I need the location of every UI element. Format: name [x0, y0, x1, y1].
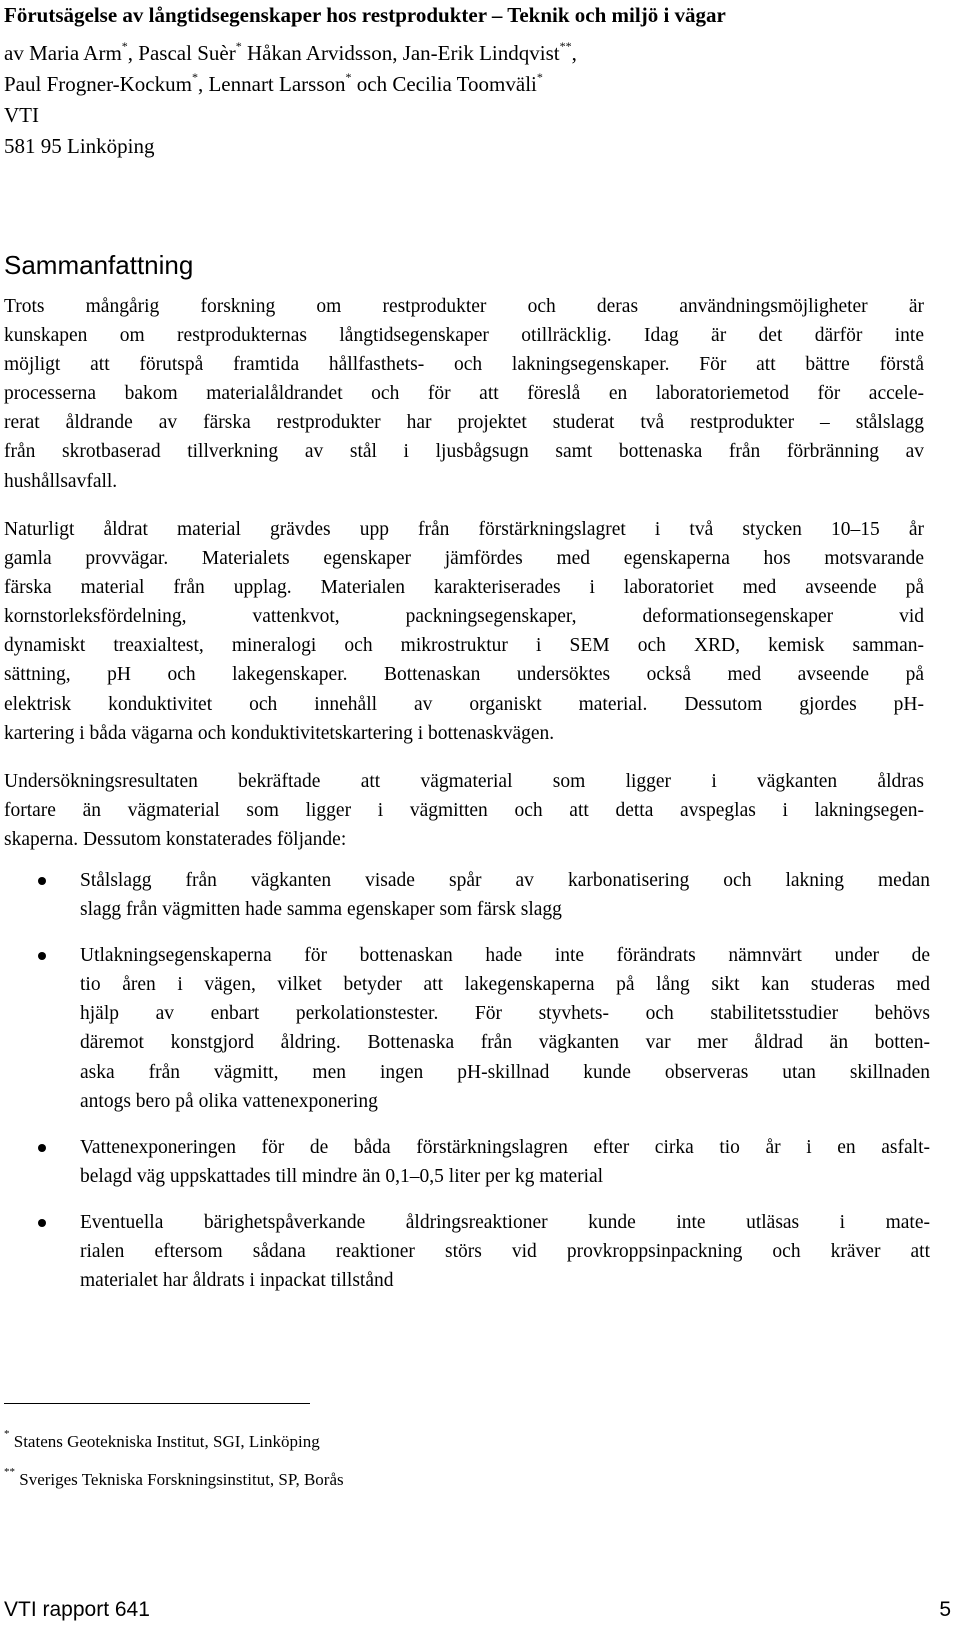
bullet-line: hjälp av enbart perkolationstester. För styvhets- och stabilitetsstudier behövs [80, 1003, 930, 1025]
paragraph-line: från skrotbaserad tillverkning av stål i ljusbågsugn samt bottenaska från förbränning av [4, 441, 924, 463]
paragraph-line: Trots mångårig forskning om restprodukter och deras användningsmöjligheter är [4, 296, 924, 317]
bullet-item [0, 1208, 930, 1295]
bullet-line: Vattenexponeringen för de båda förstärkningslagren efter cirka tio år i en asfalt- [80, 1136, 930, 1158]
affiliation-mark: * [536, 70, 543, 84]
organization: VTI [4, 103, 39, 127]
bullet-line: slagg från vägmitten hade samma egenskaper som färsk slagg [80, 899, 562, 921]
affiliation-mark: * [191, 70, 198, 84]
paragraph-line: Naturligt åldrat material grävdes upp från förstärkningslagret i två stycken 10–15 år [4, 519, 924, 540]
footnote-divider [4, 1403, 310, 1404]
bullet-dot-icon [38, 1219, 46, 1227]
paragraph-1 [4, 292, 924, 496]
author-block [4, 38, 577, 162]
bullet-item [0, 1133, 930, 1191]
bullet-line: rialen eftersom sådana reaktioner störs vid provkroppsinpackning och kräver att [80, 1241, 930, 1263]
paragraph-line: sättning, pH och lakegenskaper. Bottenaskan undersöktes också med avseende på [4, 664, 924, 686]
paragraph-line: kunskapen om restprodukternas långtidsegenskaper otillräcklig. Idag är det därför inte [4, 325, 924, 347]
paragraph-line: kornstorleksfördelning, vattenkvot, packningsegenskaper, deformationsegenskaper vid [4, 606, 924, 628]
bullet-line: Stålslagg från vägkanten visade spår av karbonatisering och lakning medan [80, 870, 930, 891]
paragraph-line: rerat åldrande av färska restprodukter har projektet studerat två restprodukter – stålslagg [4, 412, 924, 434]
report-name: VTI rapport 641 [4, 1598, 150, 1621]
footnote-mark: ** [4, 1466, 15, 1479]
bullet-line: tio åren i vägen, vilket betyder att lakegenskaperna på lång sikt kan studeras med [80, 974, 930, 996]
bullet-line: belagd väg uppskattades till mindre än 0,1–0,5 liter per kg material [80, 1165, 604, 1187]
bullet-line: antogs bero på olika vattenexponering [80, 1090, 378, 1112]
bullet-item [0, 866, 930, 924]
bullet-line: aska från vägmitt, men ingen pH-skillnad kunde observeras utan skillnaden [80, 1061, 930, 1083]
affiliation-mark: ** [559, 39, 572, 53]
footnote-mark: * [4, 1428, 10, 1441]
bullet-dot-icon [38, 952, 46, 960]
paragraph-line: dynamiskt treaxialtest, mineralogi och mikrostruktur i SEM och XRD, kemisk samman- [4, 635, 924, 657]
paragraph-line: elektrisk konduktivitet och innehåll av organiskt material. Dessutom gjordes pH- [4, 693, 924, 715]
footnote-text: Sveriges Tekniska Forskningsinstitut, SP, Borås [15, 1470, 344, 1489]
page-number: 5 [939, 1598, 951, 1621]
bullet-line: Eventuella bärighetspåverkande åldringsreaktioner kunde inte utläsas i mate- [80, 1211, 930, 1233]
author-name: Paul Frogner-Kockum [4, 72, 192, 96]
paragraph-line: möjligt att förutspå framtida hållfasthets- och lakningsegenskaper. För att bättre förstå [4, 354, 924, 376]
address: 581 95 Linköping [4, 134, 155, 158]
author-name: och Cecilia Toomväli [351, 72, 537, 96]
bullet-item [0, 941, 930, 1116]
footnote-text: Statens Geotekniska Institut, SGI, Linköping [9, 1432, 320, 1451]
author-name: Håkan Arvidsson, Jan-Erik Lindqvist [241, 41, 560, 65]
bullet-dot-icon [38, 877, 46, 885]
author-name: av Maria Arm [4, 41, 122, 65]
bullet-dot-icon [38, 1144, 46, 1152]
footnote-1 [4, 1428, 320, 1453]
paragraph-line: färska material från upplag. Materialen karakteriserades i laboratoriet med avseende på [4, 577, 924, 599]
author-line-2 [4, 69, 577, 100]
author-separator: , [571, 41, 577, 65]
document-title: Förutsägelse av långtidsegenskaper hos restprodukter – Teknik och miljö i vägar [4, 3, 726, 27]
paragraph-line: skaperna. Dessutom konstaterades följande: [4, 829, 347, 851]
footnote-2 [4, 1466, 344, 1491]
paragraph-line: fortare än vägmaterial som ligger i vägmitten och att detta avspeglas i lakningsegen- [4, 800, 924, 822]
bullet-line: Utlakningsegenskaperna för bottenaskan hade inte förändrats nämnvärt under de [80, 945, 930, 967]
bullet-list [0, 866, 930, 1312]
paragraph-line: kartering i båda vägarna och konduktivitetskartering i bottenaskvägen. [4, 722, 555, 744]
paragraph-2 [4, 515, 924, 748]
affiliation-mark: * [235, 39, 242, 53]
affiliation-mark: * [121, 39, 128, 53]
bullet-line: materialet har åldrats i inpackat tillstånd [80, 1270, 394, 1292]
author-line-1 [4, 38, 577, 69]
paragraph-line: processerna bakom materialåldrandet och för att föreslå en laboratoriemetod för accele- [4, 383, 924, 405]
author-name: , Pascal Suèr [127, 41, 236, 65]
paragraph-line: Undersökningsresultaten bekräftade att vägmaterial som ligger i vägkanten åldras [4, 771, 924, 792]
affiliation-mark: * [345, 70, 352, 84]
bullet-line: däremot konstgjord åldring. Bottenaska från vägkanten var mer åldrad än botten- [80, 1032, 930, 1054]
paragraph-line: hushållsavfall. [4, 470, 118, 492]
paragraph-line: gamla provvägar. Materialets egenskaper jämfördes med egenskaperna hos motsvarande [4, 548, 924, 570]
paragraph-3 [4, 767, 924, 854]
section-heading: Sammanfattning [4, 250, 194, 280]
author-name: , Lennart Larsson [197, 72, 346, 96]
